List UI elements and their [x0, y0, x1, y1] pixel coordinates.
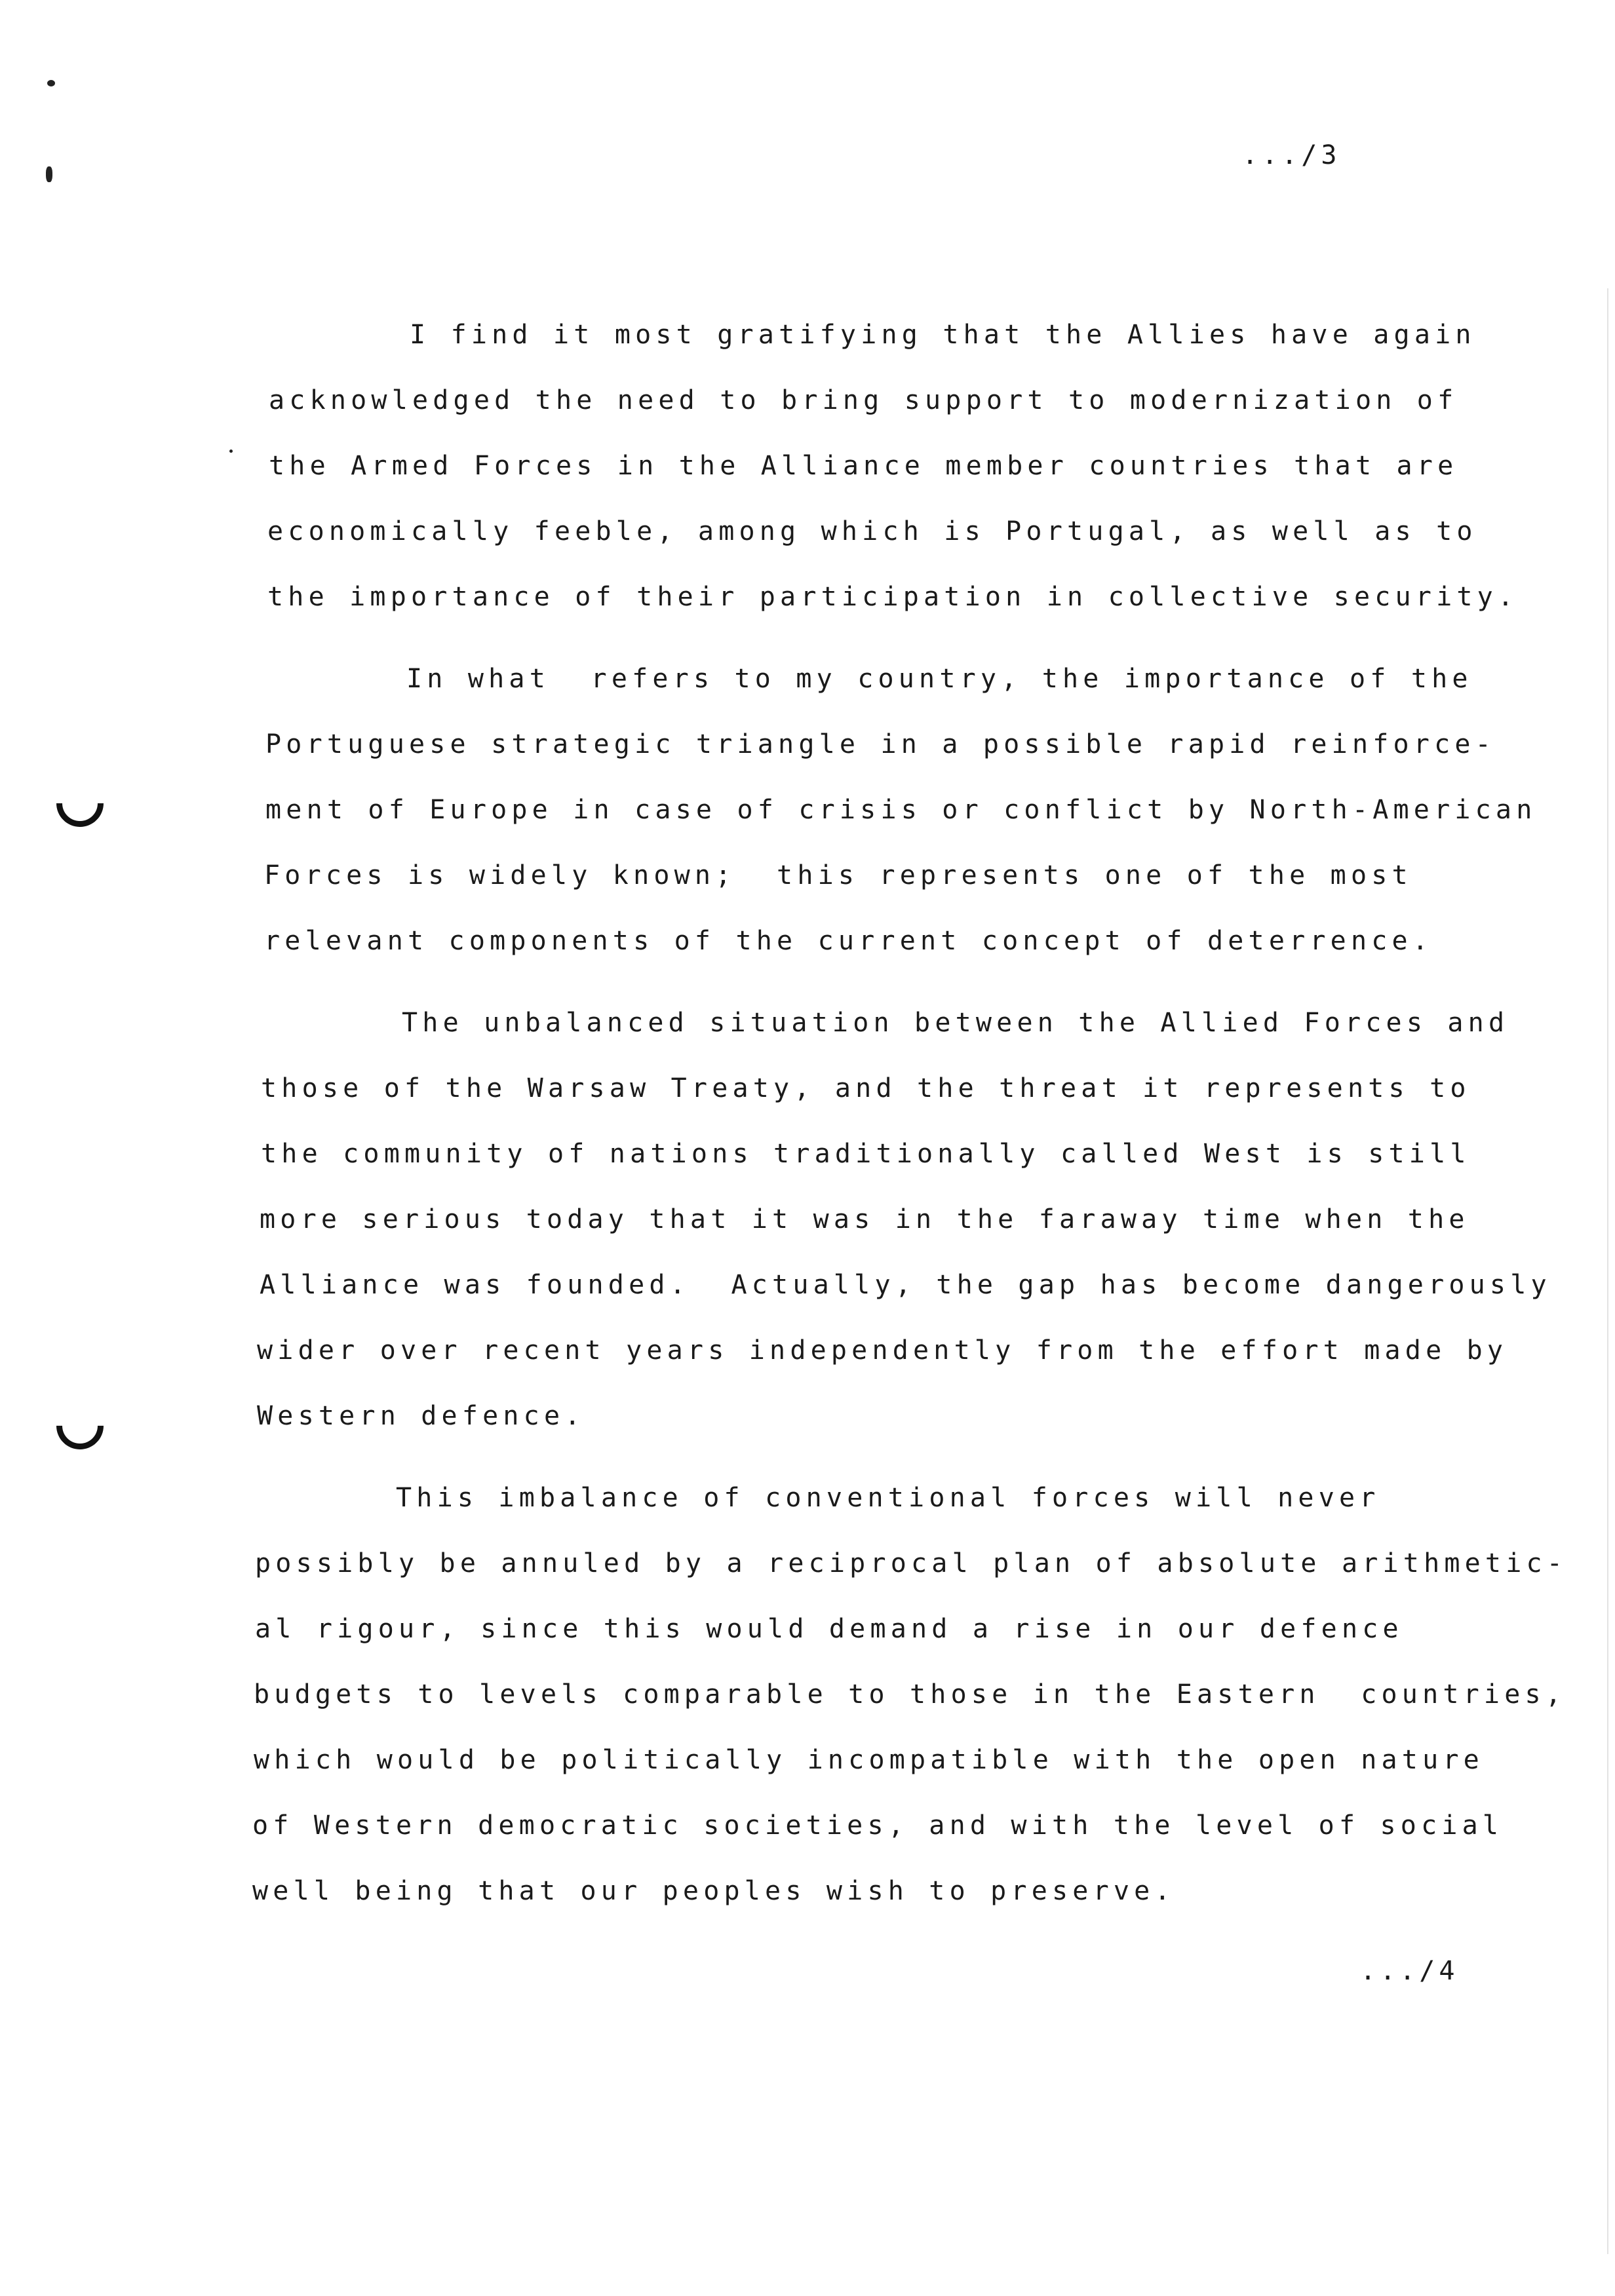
text-line: possibly be annuled by a reciprocal plan of absolute arithmetic-	[255, 1548, 1568, 1578]
text-line: The unbalanced situation between the Allied Forces and	[402, 1008, 1509, 1038]
text-line: relevant components of the current concept of deterrence.	[264, 926, 1433, 956]
text-line: This imbalance of conventional forces will never	[396, 1483, 1380, 1513]
text-line: In what refers to my country, the importance of the	[406, 664, 1473, 694]
scan-speck	[46, 166, 52, 182]
binder-hole-mark	[47, 1392, 113, 1459]
text-line: Western defence.	[257, 1401, 585, 1431]
text-line: I find it most gratifying that the Allies have again	[410, 320, 1476, 350]
text-line: Alliance was founded. Actually, the gap has become dangerously	[260, 1270, 1551, 1300]
scan-edge-line	[1607, 288, 1608, 2254]
text-line: economically feeble, among which is Portugal, as well as to	[267, 516, 1477, 546]
text-line: those of the Warsaw Treaty, and the threat it represents to	[261, 1073, 1471, 1103]
text-line: the importance of their participation in collective security.	[267, 582, 1519, 612]
text-line: wider over recent years independently from the effort made by	[257, 1335, 1508, 1366]
text-line: ment of Europe in case of crisis or conflict by North-American	[265, 795, 1537, 825]
text-line: more serious today that it was in the faraway time when the	[260, 1204, 1469, 1234]
text-line: budgets to levels comparable to those in the Eastern countries,	[254, 1679, 1566, 1710]
page-reference-top: .../3	[1242, 140, 1341, 170]
text-line: Portuguese strategic triangle in a possible rapid reinforce-	[265, 729, 1496, 759]
text-line: which would be politically incompatible with the open nature	[254, 1745, 1484, 1775]
text-line: Forces is widely known; this represents one of the most	[264, 860, 1412, 890]
text-line: of Western democratic societies, and with the level of social	[252, 1810, 1504, 1841]
text-line: well being that our peoples wish to preserve.	[252, 1876, 1175, 1906]
page-reference-bottom: .../4	[1360, 1956, 1459, 1986]
text-line: acknowledged the need to bring support to modernization of	[269, 385, 1458, 415]
binder-hole-mark	[47, 770, 113, 837]
text-line: al rigour, since this would demand a rise in our defence	[255, 1614, 1403, 1644]
scan-speck	[229, 450, 233, 453]
text-line: the community of nations traditionally called West is still	[261, 1139, 1471, 1169]
scan-speck	[47, 80, 55, 86]
text-line: the Armed Forces in the Alliance member countries that are	[269, 451, 1458, 481]
